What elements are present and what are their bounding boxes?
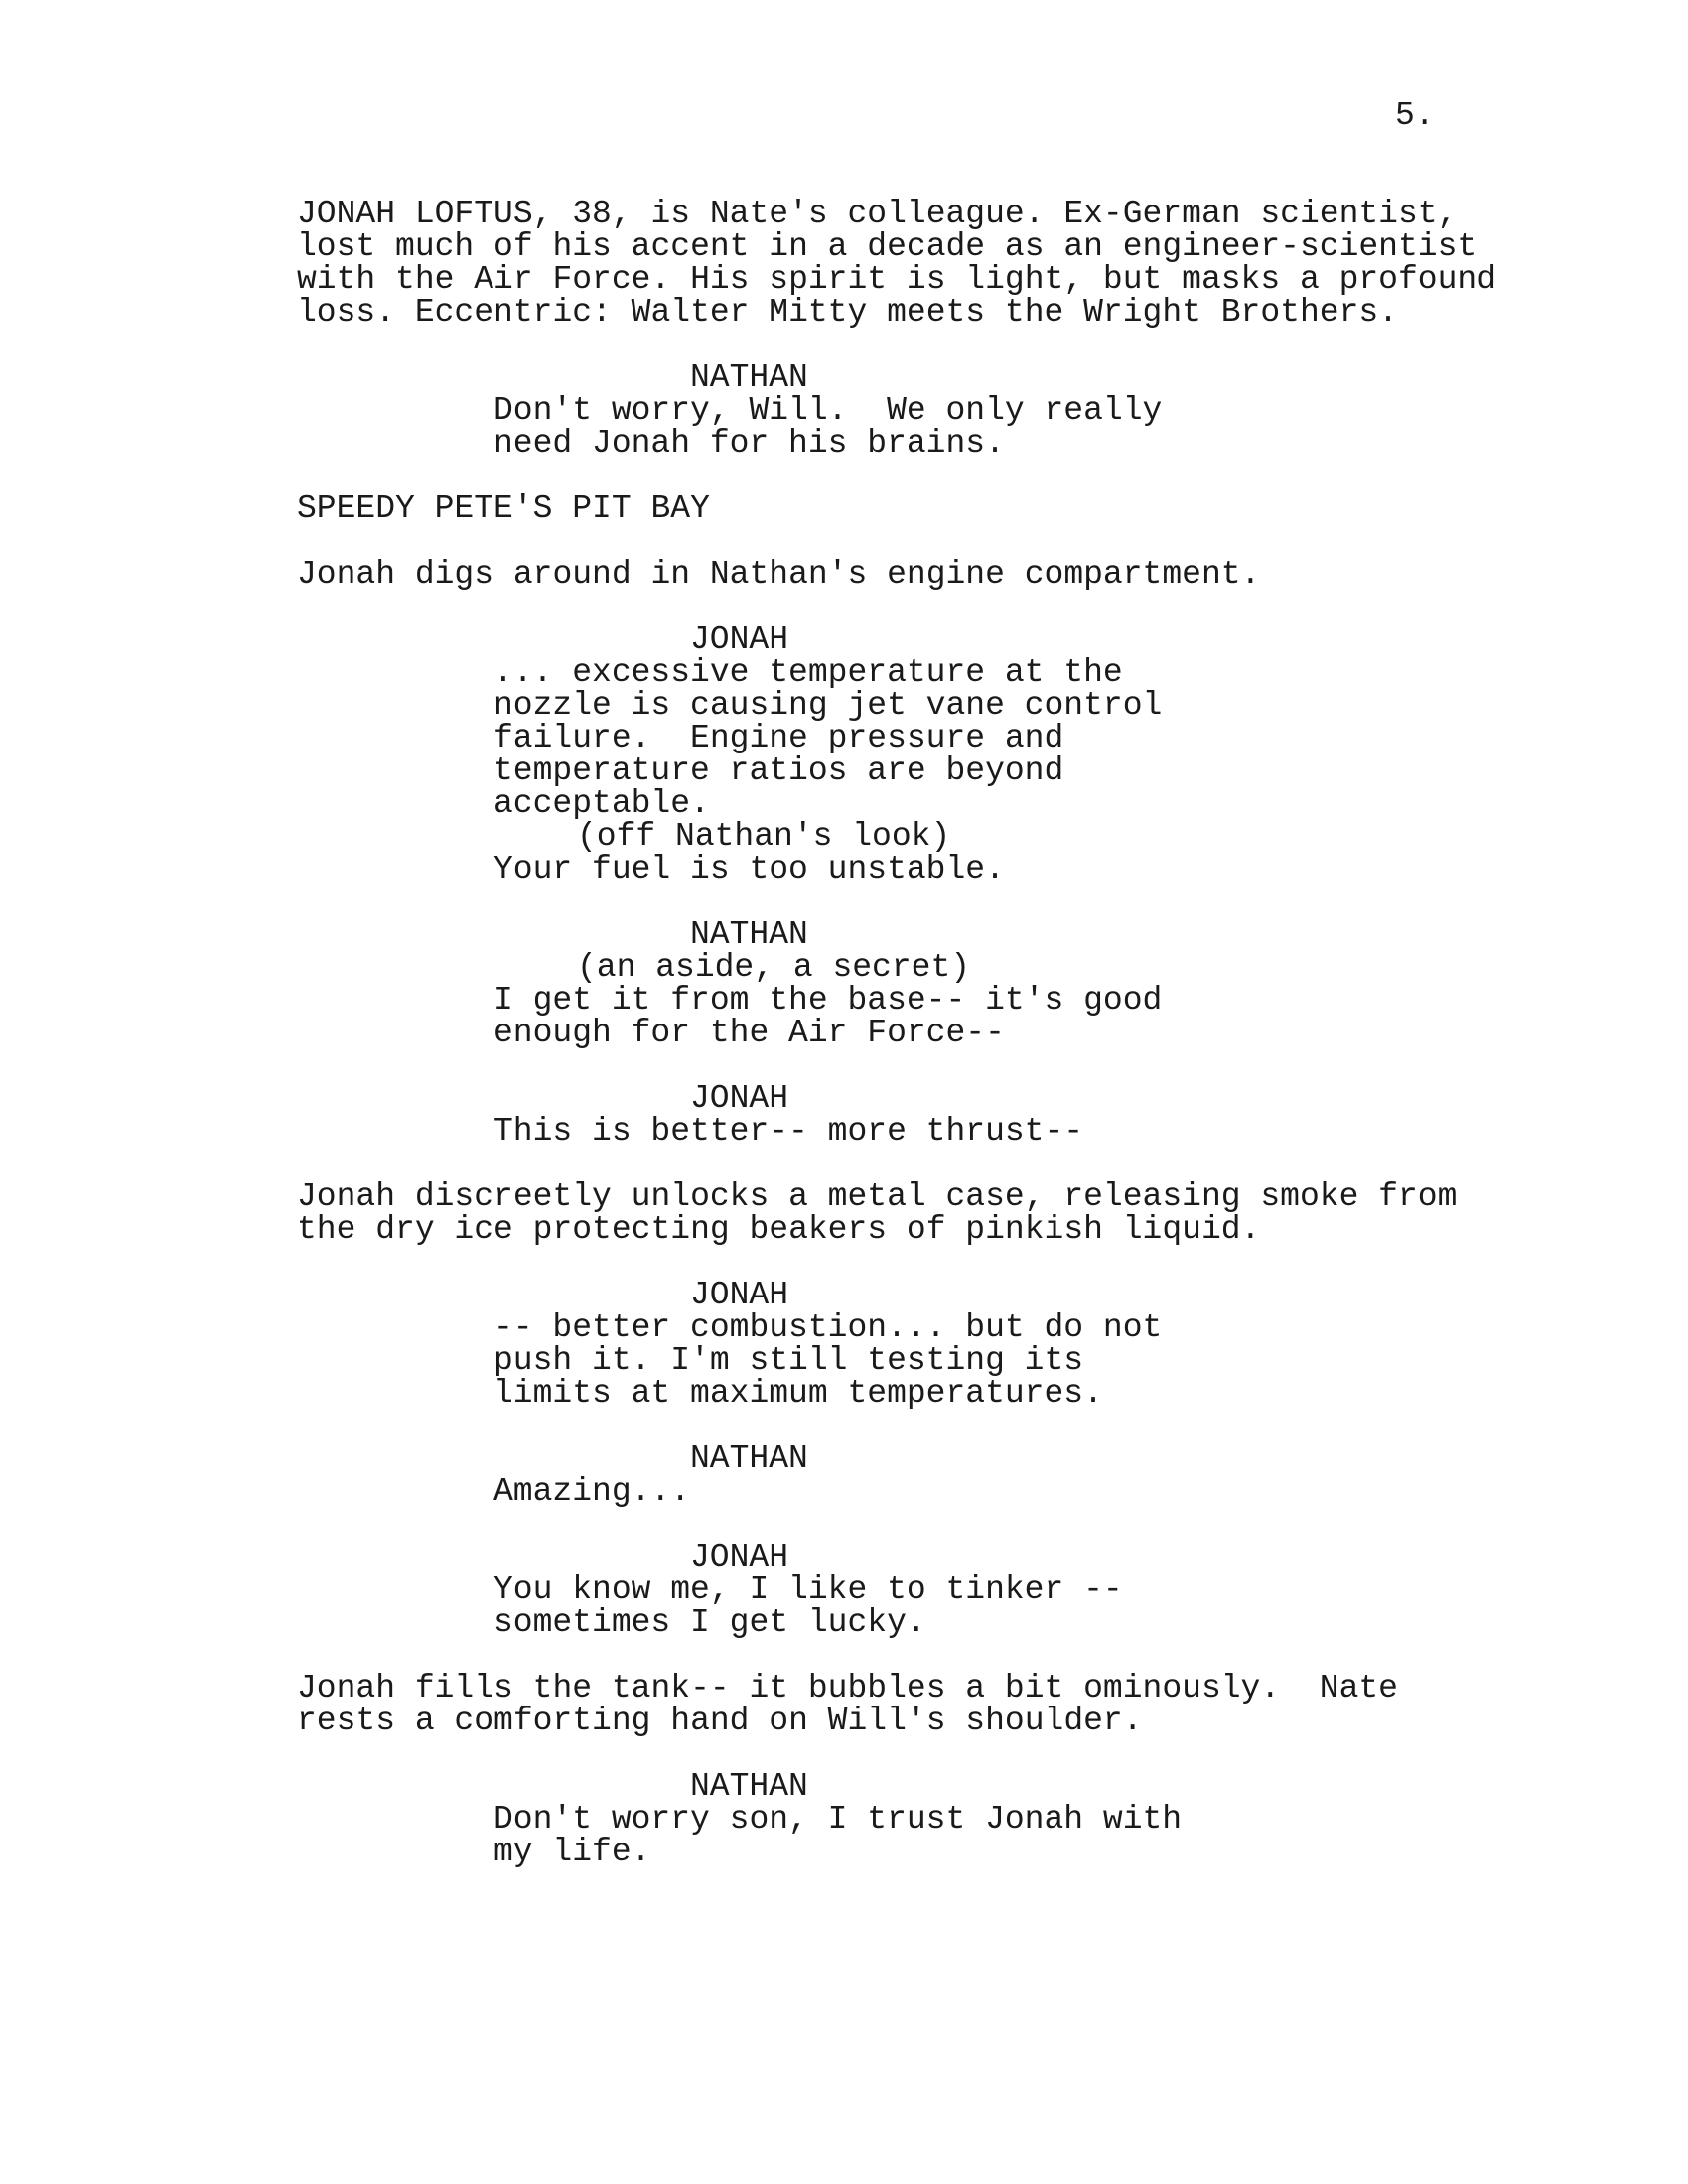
character-name: JONAH bbox=[690, 621, 789, 658]
dialogue-text: Amazing... bbox=[493, 1473, 691, 1510]
dialogue-text: I get it from the base-- it's good enough for the Air Force-- bbox=[493, 982, 1163, 1051]
dialogue-block bbox=[297, 1082, 1488, 1148]
dialogue-text: Don't worry, Will. We only really need Jonah for his brains. bbox=[493, 392, 1163, 462]
character-name: NATHAN bbox=[690, 1768, 808, 1805]
character-name: NATHAN bbox=[690, 916, 808, 953]
action-paragraph: Jonah fills the tank-- it bubbles a bit ominously. Nate rests a comforting hand on Will's shoulder. bbox=[297, 1670, 1398, 1739]
dialogue-text: This is better-- more thrust-- bbox=[493, 1113, 1084, 1150]
dialogue-text: ... excessive temperature at the nozzle is causing jet vane control failure. Engine pressure and temperature ratios are beyond acceptable. bbox=[493, 654, 1163, 822]
character-name: JONAH bbox=[690, 1539, 789, 1575]
parenthetical: (an aside, a secret) bbox=[577, 949, 971, 986]
dialogue-block bbox=[297, 1442, 1488, 1508]
character-name: NATHAN bbox=[690, 1440, 808, 1477]
dialogue-block bbox=[297, 623, 1488, 886]
action-paragraph: Jonah digs around in Nathan's engine compartment. bbox=[297, 556, 1261, 593]
dialogue-text: You know me, I like to tinker -- sometimes I get lucky. bbox=[493, 1571, 1123, 1641]
dialogue-block bbox=[297, 1279, 1488, 1410]
parenthetical: (off Nathan's look) bbox=[577, 818, 951, 855]
screenplay-body bbox=[297, 196, 1496, 1901]
character-name: NATHAN bbox=[690, 359, 808, 396]
action-paragraph: JONAH LOFTUS, 38, is Nate's colleague. Ex-German scientist, lost much of his accent in a decade as an engineer-scientist with the Air Force. His spirit is light, but masks a profound loss. Eccentric: Walter Mitty meets the Wright Brothers. bbox=[297, 196, 1496, 331]
scene-heading: SPEEDY PETE'S PIT BAY bbox=[297, 490, 710, 527]
dialogue-block bbox=[297, 361, 1488, 460]
dialogue-block bbox=[297, 1541, 1488, 1639]
action-paragraph: Jonah discreetly unlocks a metal case, releasing smoke from the dry ice protecting beakers of pinkish liquid. bbox=[297, 1178, 1458, 1248]
dialogue-text: -- better combustion... but do not push it. I'm still testing its limits at maximum temperatures. bbox=[493, 1309, 1163, 1412]
page-number: 5. bbox=[1395, 97, 1435, 134]
dialogue-block bbox=[297, 918, 1488, 1049]
character-name: JONAH bbox=[690, 1080, 789, 1117]
character-name: JONAH bbox=[690, 1277, 789, 1313]
dialogue-block bbox=[297, 1770, 1488, 1868]
dialogue-text: Don't worry son, I trust Jonah with my life. bbox=[493, 1801, 1183, 1870]
dialogue-text: Your fuel is too unstable. bbox=[493, 851, 1005, 887]
